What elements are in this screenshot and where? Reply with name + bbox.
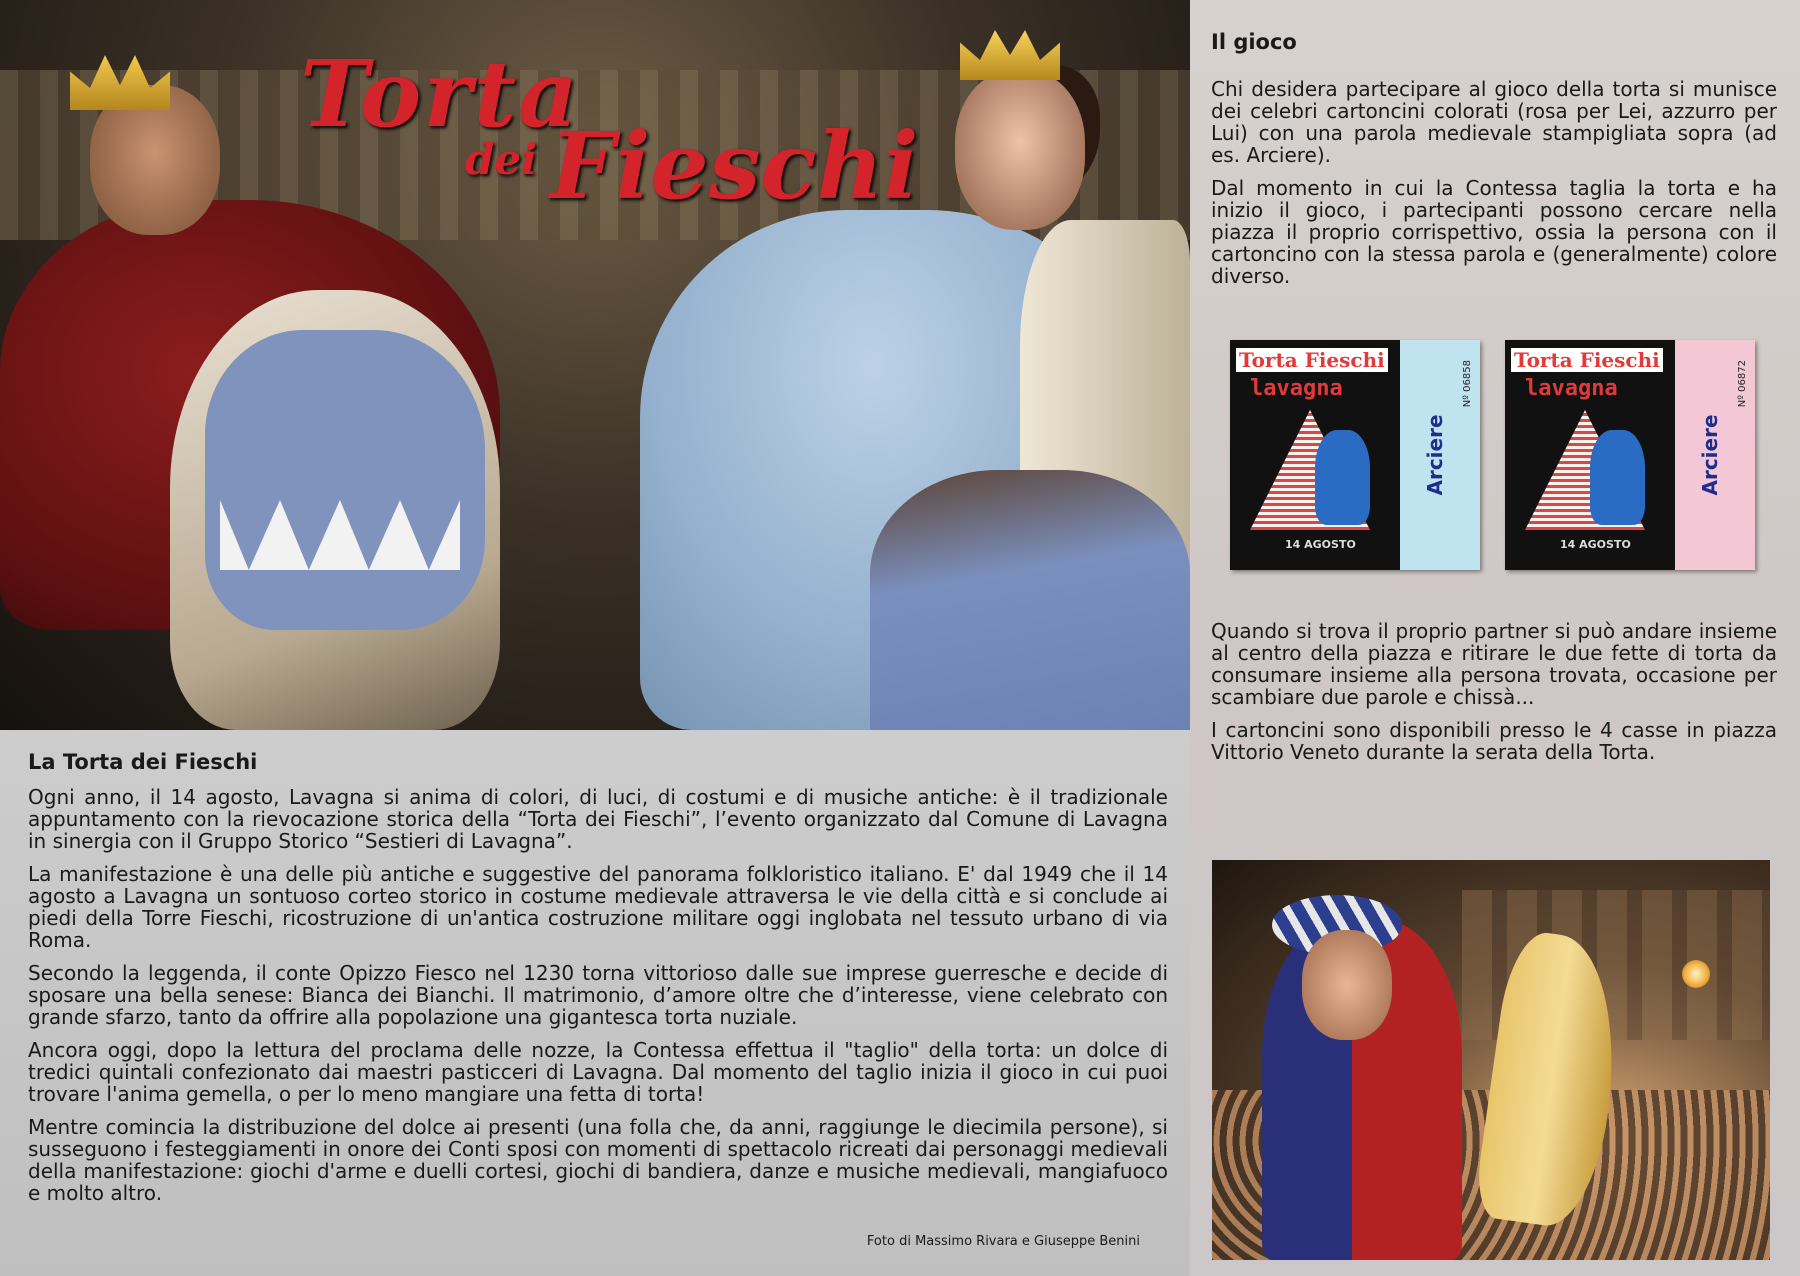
herald-photo [1212,860,1770,1260]
hero-title-line2: dei [465,135,538,184]
ticket-word: Arciere [1423,414,1447,496]
left-paragraphs [28,786,1168,1215]
ticket-pink [1505,340,1755,570]
left-paragraph: Ancora oggi, dopo la lettura del proclama delle nozze, la Contessa effettua il "taglio" della torta: un dolce di tredici quintali confezionato dai maestri pasticceri di Lavagna. Dal momento del taglio inizia il gioco in cui puoi trovare l'anima gemella, o per lo meno mangiare una fetta di torta! [28,1038,1168,1106]
ticket-logo: Torta Fieschi [1511,348,1663,372]
lady-crown [960,30,1060,80]
right-paragraph: Quando si trova il proprio partner si può andare insieme al centro della piazza e ritirare le due fette di torta da consumare insieme alla persona trovata, occasione per scambiare due parole e chissà... [1211,619,1777,709]
hero-photo [0,0,1190,730]
hero-title [300,40,919,220]
right-paragraph: Chi desidera partecipare al gioco della torta si munisce dei celebri cartoncini colorati (rosa per Lei, azzurro per Lui) con una parola medievale stampigliata sopra (ad es. Arciere). [1211,77,1777,167]
hero-title-line1: Torta [300,40,580,148]
ticket-city: lavagna [1525,376,1618,401]
ticket-number: Nº 06872 [1737,360,1748,408]
left-paragraph: La manifestazione è una delle più antiche e suggestive del panorama folkloristico italiano. E' dal 1949 che il 14 agosto a Lavagna un sontuoso corteo storico in costume medievale attraversa le vie della città e si conclude ai piedi della Torre Fieschi, ricostruzione di un'antica costruzione militare oggi inglobata nel tessuto urbano di via Roma. [28,862,1168,952]
ticket-figure-graphic [1315,430,1370,525]
left-section-title: La Torta dei Fieschi [28,750,258,774]
lady-head [955,70,1085,230]
left-text-panel [0,730,1190,1276]
right-section-title: Il gioco [1211,30,1297,54]
left-paragraph: Secondo la leggenda, il conte Opizzo Fiesco nel 1230 torna vittorioso dalle sue imprese guerresche e decide di sposare una bella senese: Bianca dei Bianchi. Il matrimonio, d’amore oltre che d’interesse, viene celebrato con grande sfarzo, tanto da offrire alla popolazione una gigantesca torta nuziale. [28,961,1168,1029]
right-paragraphs-bottom [1211,620,1777,774]
horse-left-cover [205,330,485,630]
ticket-blue [1230,340,1480,570]
right-paragraph: I cartoncini sono disponibili presso le 4 casse in piazza Vittorio Veneto durante la serata della Torta. [1211,718,1777,764]
horse-right [870,470,1190,730]
left-paragraph: Ogni anno, il 14 agosto, Lavagna si anima di colori, di luci, di costumi e di musiche antiche: è il tradizionale appuntamento con la rievocazione storica della “Torta dei Fieschi”, l’evento organizzato dal Comune di Lavagna in sinergia con il Gruppo Storico “Sestieri di Lavagna”. [28,785,1168,853]
ticket-date: 14 AGOSTO [1285,538,1356,551]
right-paragraph: Dal momento in cui la Contessa taglia la torta e ha inizio il gioco, i partecipanti possono cercare nella piazza il proprio corrispettivo, ossia la persona con il cartoncino con la stessa parola e (generalmente) colore diverso. [1211,176,1777,288]
ticket-number: Nº 06858 [1462,360,1473,408]
ticket-figure-graphic [1590,430,1645,525]
herald-head [1302,930,1392,1040]
tickets-image [1230,340,1760,580]
hero-title-line3: Fieschi [550,112,919,220]
photo-credit: Foto di Massimo Rivara e Giuseppe Benini [866,1234,1140,1249]
ticket-word: Arciere [1698,414,1722,496]
right-column [1190,0,1800,1276]
photo-lamp [1682,960,1710,988]
left-paragraph: Mentre comincia la distribuzione del dolce ai presenti (una folla che, da anni, raggiunge le diecimila persone), si susseguono i festeggiamenti in onore dei Conti sposi con momenti di spettacolo ricreati dai personaggi medievali della manifestazione: giochi d'arme e duelli cortesi, giochi di bandiera, danze e musiche medievali, mangiafuoco e molto altro. [28,1115,1168,1205]
ticket-date: 14 AGOSTO [1560,538,1631,551]
ticket-city: lavagna [1250,376,1343,401]
ticket-logo: Torta Fieschi [1236,348,1388,372]
right-paragraphs-top [1211,78,1777,298]
